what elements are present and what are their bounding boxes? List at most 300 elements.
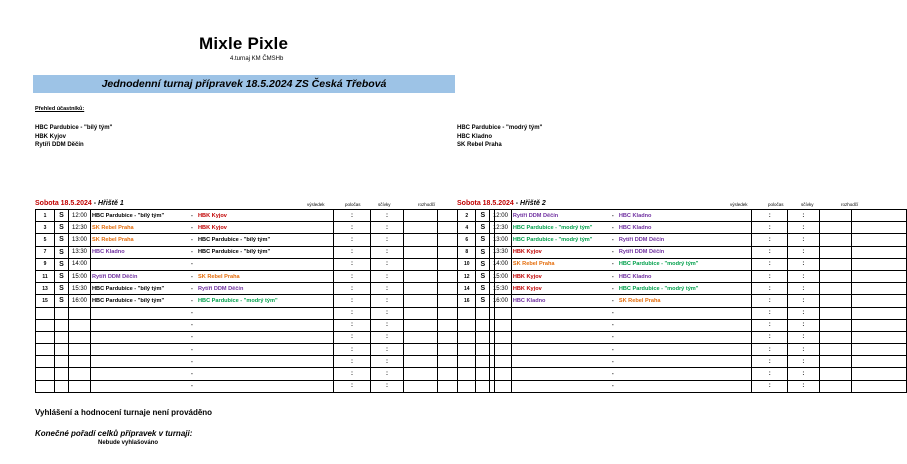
match-category: S bbox=[55, 210, 69, 222]
match-row bbox=[36, 222, 495, 234]
vs-dash: - bbox=[611, 297, 614, 304]
result-cell[interactable]: : bbox=[752, 368, 788, 380]
match-time bbox=[69, 344, 91, 356]
match-number: 10 bbox=[458, 258, 476, 270]
result-cell[interactable]: : bbox=[752, 234, 788, 246]
match-category: S bbox=[55, 295, 69, 307]
result-cell[interactable]: : bbox=[334, 210, 371, 222]
vs-dash: - bbox=[191, 297, 193, 304]
result-cell[interactable]: : bbox=[334, 283, 371, 295]
match-time bbox=[69, 380, 91, 392]
result-cell[interactable]: : bbox=[334, 380, 371, 392]
match-time: 12:30 bbox=[490, 222, 512, 234]
result-cell[interactable]: : bbox=[752, 356, 788, 368]
home-team: HBC Pardubice - "bílý tým" bbox=[92, 285, 165, 292]
match-row bbox=[458, 246, 907, 258]
column-result-header: výsledek bbox=[730, 202, 748, 207]
match-number bbox=[458, 356, 476, 368]
participants-list-right bbox=[457, 124, 542, 150]
match-teams bbox=[91, 210, 334, 222]
match-time bbox=[69, 307, 91, 319]
result-cell[interactable]: : bbox=[752, 331, 788, 343]
vs-dash: - bbox=[611, 310, 614, 317]
match-row bbox=[458, 258, 907, 270]
referee-cell[interactable] bbox=[852, 356, 907, 368]
referee-cell[interactable] bbox=[852, 319, 907, 331]
match-category bbox=[476, 319, 490, 331]
shootout-cell[interactable] bbox=[404, 258, 438, 270]
shootout-cell[interactable] bbox=[404, 234, 438, 246]
match-time bbox=[490, 307, 512, 319]
column-referees-header: rozhodčí bbox=[841, 202, 859, 207]
match-number: 11 bbox=[36, 270, 55, 282]
shootout-cell[interactable] bbox=[404, 319, 438, 331]
match-time bbox=[490, 344, 512, 356]
halftime-cell[interactable]: : bbox=[788, 307, 820, 319]
match-category bbox=[55, 331, 69, 343]
vs-dash: - bbox=[611, 322, 614, 329]
result-cell[interactable]: : bbox=[752, 258, 788, 270]
vs-dash: - bbox=[611, 346, 614, 353]
result-cell[interactable]: : bbox=[334, 222, 371, 234]
match-category: S bbox=[476, 258, 490, 270]
match-row bbox=[458, 295, 907, 307]
referee-cell[interactable] bbox=[852, 344, 907, 356]
halftime-cell[interactable]: : bbox=[788, 368, 820, 380]
match-time: 15:30 bbox=[490, 283, 512, 295]
match-teams bbox=[511, 246, 752, 258]
halftime-cell[interactable]: : bbox=[371, 319, 404, 331]
referee-cell[interactable] bbox=[852, 258, 907, 270]
match-number: 1 bbox=[36, 210, 55, 222]
halftime-cell[interactable]: : bbox=[788, 210, 820, 222]
referee-cell[interactable] bbox=[852, 270, 907, 282]
match-category bbox=[55, 344, 69, 356]
halftime-cell[interactable]: : bbox=[371, 210, 404, 222]
participant-team: HBC Pardubice - "bílý tým" bbox=[35, 125, 113, 131]
empty-row bbox=[458, 307, 907, 319]
column-halftime-header: poločas bbox=[768, 202, 784, 207]
match-number: 13 bbox=[36, 283, 55, 295]
match-row bbox=[458, 234, 907, 246]
match-teams bbox=[511, 356, 752, 368]
match-row bbox=[36, 283, 495, 295]
match-teams bbox=[511, 222, 752, 234]
match-teams bbox=[91, 380, 334, 392]
shootout-cell[interactable] bbox=[819, 222, 852, 234]
match-category bbox=[476, 368, 490, 380]
referee-cell[interactable] bbox=[852, 222, 907, 234]
result-cell[interactable]: : bbox=[334, 246, 371, 258]
match-teams bbox=[511, 380, 752, 392]
empty-row bbox=[458, 380, 907, 392]
column-shootout-header: sčívky bbox=[801, 202, 814, 207]
vs-dash: - bbox=[191, 322, 193, 329]
vs-dash: - bbox=[611, 224, 614, 231]
halftime-cell[interactable]: : bbox=[371, 258, 404, 270]
home-team: Rytíři DDM Děčín bbox=[512, 212, 559, 219]
referee-cell[interactable] bbox=[852, 368, 907, 380]
participant-team: SK Rebel Praha bbox=[457, 142, 502, 148]
vs-dash: - bbox=[611, 249, 614, 256]
match-number: 12 bbox=[458, 270, 476, 282]
halftime-cell[interactable]: : bbox=[788, 222, 820, 234]
result-cell[interactable]: : bbox=[334, 331, 371, 343]
match-teams bbox=[511, 344, 752, 356]
vs-dash: - bbox=[611, 273, 614, 280]
participant-team: HBC Kladno bbox=[457, 133, 492, 140]
result-cell[interactable]: : bbox=[334, 307, 371, 319]
result-cell[interactable]: : bbox=[334, 270, 371, 282]
halftime-cell[interactable]: : bbox=[371, 344, 404, 356]
vs-dash: - bbox=[191, 371, 193, 378]
match-number: 3 bbox=[36, 222, 55, 234]
match-category bbox=[55, 356, 69, 368]
court-date: Sobota 18.5.2024 bbox=[457, 200, 514, 207]
away-team: HBC Pardubice - "bílý tým" bbox=[198, 236, 271, 243]
match-teams bbox=[511, 319, 752, 331]
empty-row bbox=[458, 331, 907, 343]
halftime-cell[interactable]: : bbox=[788, 270, 820, 282]
result-cell[interactable]: : bbox=[752, 210, 788, 222]
match-number: 4 bbox=[458, 222, 476, 234]
shootout-cell[interactable] bbox=[819, 307, 852, 319]
halftime-cell[interactable]: : bbox=[788, 331, 820, 343]
participants-list-left bbox=[35, 124, 112, 150]
halftime-cell[interactable]: : bbox=[371, 270, 404, 282]
match-number bbox=[36, 380, 55, 392]
empty-row bbox=[458, 319, 907, 331]
empty-row bbox=[36, 344, 495, 356]
halftime-cell[interactable]: : bbox=[788, 246, 820, 258]
home-team: HBK Kyjov bbox=[512, 285, 542, 292]
empty-row bbox=[36, 368, 495, 380]
match-time: 13:30 bbox=[69, 246, 91, 258]
match-row bbox=[36, 246, 495, 258]
match-time bbox=[69, 319, 91, 331]
shootout-cell[interactable] bbox=[819, 331, 852, 343]
match-number bbox=[458, 307, 476, 319]
shootout-cell[interactable] bbox=[404, 246, 438, 258]
away-team: HBC Pardubice - "modrý tým" bbox=[198, 297, 278, 304]
halftime-cell[interactable]: : bbox=[371, 331, 404, 343]
halftime-cell[interactable]: : bbox=[371, 283, 404, 295]
empty-row bbox=[458, 368, 907, 380]
halftime-cell[interactable]: : bbox=[788, 234, 820, 246]
vs-dash: - bbox=[191, 224, 193, 231]
participant-team: HBK Kyjov bbox=[35, 133, 67, 140]
match-category bbox=[476, 380, 490, 392]
match-time: 16:00 bbox=[69, 295, 91, 307]
referee-cell[interactable] bbox=[852, 331, 907, 343]
halftime-cell[interactable]: : bbox=[788, 356, 820, 368]
result-cell[interactable]: : bbox=[752, 380, 788, 392]
match-time bbox=[490, 380, 512, 392]
referee-cell[interactable] bbox=[852, 295, 907, 307]
match-row bbox=[36, 295, 495, 307]
result-cell[interactable]: : bbox=[334, 295, 371, 307]
result-cell[interactable]: : bbox=[752, 307, 788, 319]
match-time: 12:00 bbox=[69, 210, 91, 222]
home-team: HBC Pardubice - "modrý tým" bbox=[512, 236, 593, 243]
halftime-cell[interactable]: : bbox=[371, 246, 404, 258]
shootout-cell[interactable] bbox=[404, 356, 438, 368]
match-time: 13:00 bbox=[69, 234, 91, 246]
match-time: 13:00 bbox=[490, 234, 512, 246]
result-cell[interactable]: : bbox=[752, 319, 788, 331]
referee-cell[interactable] bbox=[852, 234, 907, 246]
empty-row bbox=[458, 356, 907, 368]
shootout-cell[interactable] bbox=[404, 368, 438, 380]
match-time bbox=[490, 319, 512, 331]
halftime-cell[interactable]: : bbox=[371, 380, 404, 392]
away-team: SK Rebel Praha bbox=[618, 297, 661, 304]
match-time: 15:30 bbox=[69, 283, 91, 295]
column-result-header: výsledek bbox=[307, 202, 325, 207]
home-team: HBC Kladno bbox=[512, 297, 546, 304]
shootout-cell[interactable] bbox=[819, 283, 852, 295]
result-cell[interactable]: : bbox=[752, 283, 788, 295]
home-team: SK Rebel Praha bbox=[92, 224, 134, 231]
result-cell[interactable]: : bbox=[334, 234, 371, 246]
away-team: HBC Pardubice - "modrý tým" bbox=[618, 285, 699, 292]
vs-dash: - bbox=[191, 358, 193, 365]
match-number: 8 bbox=[458, 246, 476, 258]
referee-cell[interactable] bbox=[852, 380, 907, 392]
vs-dash: - bbox=[191, 261, 193, 268]
shootout-cell[interactable] bbox=[819, 295, 852, 307]
match-row bbox=[458, 283, 907, 295]
match-time: 15:00 bbox=[490, 270, 512, 282]
result-cell[interactable]: : bbox=[334, 344, 371, 356]
match-category bbox=[476, 307, 490, 319]
shootout-cell[interactable] bbox=[404, 380, 438, 392]
vs-dash: - bbox=[611, 383, 614, 390]
empty-row bbox=[458, 344, 907, 356]
vs-dash: - bbox=[191, 212, 193, 219]
halftime-cell[interactable]: : bbox=[788, 319, 820, 331]
away-team: Rytíři DDM Děčín bbox=[618, 249, 665, 256]
match-teams bbox=[91, 344, 334, 356]
column-halftime-header: poločas bbox=[345, 202, 361, 207]
result-cell[interactable]: : bbox=[752, 295, 788, 307]
away-team: Rytíři DDM Děčín bbox=[198, 285, 244, 292]
vs-dash: - bbox=[611, 358, 614, 365]
match-time bbox=[490, 368, 512, 380]
participants-overview-label: Přehled účastníků: bbox=[35, 106, 85, 112]
vs-dash: - bbox=[191, 285, 193, 292]
match-category: S bbox=[55, 234, 69, 246]
halftime-cell[interactable]: : bbox=[371, 222, 404, 234]
empty-row bbox=[36, 307, 495, 319]
halftime-cell[interactable]: : bbox=[371, 356, 404, 368]
match-time: 14:00 bbox=[69, 258, 91, 270]
match-number: 14 bbox=[458, 283, 476, 295]
match-number bbox=[36, 356, 55, 368]
match-number: 7 bbox=[36, 246, 55, 258]
match-row bbox=[458, 222, 907, 234]
shootout-cell[interactable] bbox=[819, 380, 852, 392]
halftime-cell[interactable]: : bbox=[788, 283, 820, 295]
match-number bbox=[458, 319, 476, 331]
participant-team: Rytíři DDM Děčín bbox=[35, 142, 84, 148]
match-time bbox=[490, 356, 512, 368]
match-teams bbox=[511, 234, 752, 246]
match-number bbox=[36, 331, 55, 343]
match-number: 15 bbox=[36, 295, 55, 307]
match-time: 15:00 bbox=[69, 270, 91, 282]
result-cell[interactable]: : bbox=[752, 344, 788, 356]
shootout-cell[interactable] bbox=[819, 246, 852, 258]
match-teams bbox=[91, 319, 334, 331]
result-cell[interactable]: : bbox=[334, 258, 371, 270]
away-team: HBC Kladno bbox=[618, 224, 652, 231]
shootout-cell[interactable] bbox=[819, 270, 852, 282]
vs-dash: - bbox=[191, 273, 193, 280]
shootout-cell[interactable] bbox=[819, 344, 852, 356]
home-team: HBC Pardubice - "bílý tým" bbox=[92, 212, 165, 219]
referee-cell[interactable] bbox=[852, 283, 907, 295]
shootout-cell[interactable] bbox=[819, 356, 852, 368]
empty-row bbox=[36, 331, 495, 343]
halftime-cell[interactable]: : bbox=[788, 380, 820, 392]
match-category bbox=[476, 356, 490, 368]
match-teams bbox=[511, 368, 752, 380]
schedule-table-court-2 bbox=[457, 209, 907, 393]
match-teams bbox=[511, 295, 752, 307]
halftime-cell[interactable]: : bbox=[788, 295, 820, 307]
match-teams bbox=[91, 307, 334, 319]
vs-dash: - bbox=[191, 249, 193, 256]
match-category: S bbox=[476, 234, 490, 246]
shootout-cell[interactable] bbox=[819, 210, 852, 222]
shootout-cell[interactable] bbox=[819, 319, 852, 331]
match-category: S bbox=[476, 246, 490, 258]
match-time: 16:00 bbox=[490, 295, 512, 307]
match-teams bbox=[91, 258, 334, 270]
match-teams bbox=[91, 295, 334, 307]
match-time bbox=[69, 356, 91, 368]
match-teams bbox=[91, 234, 334, 246]
participant-team: HBC Pardubice - "modrý tým" bbox=[457, 125, 543, 131]
home-team: SK Rebel Praha bbox=[512, 261, 555, 268]
home-team: HBK Kyjov bbox=[512, 249, 542, 256]
match-category bbox=[476, 331, 490, 343]
match-teams bbox=[511, 307, 752, 319]
final-standings-label: Konečné pořadí celků přípravek v turnaji: bbox=[35, 429, 193, 438]
match-teams bbox=[91, 283, 334, 295]
match-number bbox=[458, 344, 476, 356]
document-subtitle: 4.turnaj KM ČMSHb bbox=[230, 56, 284, 62]
match-number: 6 bbox=[458, 234, 476, 246]
shootout-cell[interactable] bbox=[404, 344, 438, 356]
match-category bbox=[55, 380, 69, 392]
shootout-cell[interactable] bbox=[819, 368, 852, 380]
match-number bbox=[36, 319, 55, 331]
match-time: 14:00 bbox=[490, 258, 512, 270]
match-teams bbox=[511, 210, 752, 222]
vs-dash: - bbox=[191, 236, 193, 243]
halftime-cell[interactable]: : bbox=[371, 295, 404, 307]
shootout-cell[interactable] bbox=[404, 222, 438, 234]
vs-dash: - bbox=[611, 261, 614, 268]
result-cell[interactable]: : bbox=[752, 222, 788, 234]
halftime-cell[interactable]: : bbox=[371, 368, 404, 380]
match-row bbox=[458, 270, 907, 282]
match-teams bbox=[511, 331, 752, 343]
shootout-cell[interactable] bbox=[404, 210, 438, 222]
match-number: 2 bbox=[458, 210, 476, 222]
match-category bbox=[476, 344, 490, 356]
match-category: S bbox=[476, 270, 490, 282]
home-team: HBC Pardubice - "bílý tým" bbox=[92, 297, 165, 304]
schedule-table-court-1 bbox=[35, 209, 495, 393]
referee-cell[interactable] bbox=[852, 307, 907, 319]
result-cell[interactable]: : bbox=[334, 368, 371, 380]
match-category: S bbox=[476, 210, 490, 222]
vs-dash: - bbox=[611, 371, 614, 378]
shootout-cell[interactable] bbox=[819, 258, 852, 270]
shootout-cell[interactable] bbox=[404, 331, 438, 343]
match-teams bbox=[511, 283, 752, 295]
court-name: Hřiště 2 bbox=[520, 200, 546, 207]
column-referees-header: rozhodčí bbox=[418, 202, 436, 207]
away-team: SK Rebel Praha bbox=[198, 273, 240, 280]
empty-row bbox=[36, 380, 495, 392]
match-category bbox=[55, 319, 69, 331]
away-team: HBC Pardubice - "bílý tým" bbox=[198, 249, 271, 256]
match-teams bbox=[511, 258, 752, 270]
halftime-cell[interactable]: : bbox=[371, 307, 404, 319]
away-team: HBK Kyjov bbox=[198, 224, 227, 231]
match-number bbox=[458, 368, 476, 380]
halftime-cell[interactable]: : bbox=[371, 234, 404, 246]
match-time bbox=[69, 331, 91, 343]
match-number bbox=[36, 307, 55, 319]
result-cell[interactable]: : bbox=[752, 270, 788, 282]
shootout-cell[interactable] bbox=[404, 307, 438, 319]
shootout-cell[interactable] bbox=[819, 234, 852, 246]
referee-cell[interactable] bbox=[852, 246, 907, 258]
match-time: 12:30 bbox=[69, 222, 91, 234]
match-number: 16 bbox=[458, 295, 476, 307]
evaluation-note: Vyhlášení a hodnocení turnaje není prováděno bbox=[35, 408, 213, 417]
result-cell[interactable]: : bbox=[334, 319, 371, 331]
column-shootout-header: sčívky bbox=[378, 202, 391, 207]
empty-row bbox=[36, 356, 495, 368]
match-number bbox=[36, 368, 55, 380]
vs-dash: - bbox=[191, 383, 193, 390]
match-number: 9 bbox=[36, 258, 55, 270]
result-cell[interactable]: : bbox=[334, 356, 371, 368]
match-time bbox=[490, 331, 512, 343]
vs-dash: - bbox=[611, 285, 614, 292]
court-1-title: Sobota 18.5.2024 - Hřiště 1 bbox=[35, 200, 124, 207]
home-team: SK Rebel Praha bbox=[92, 236, 134, 243]
match-teams bbox=[511, 270, 752, 282]
result-cell[interactable]: : bbox=[752, 246, 788, 258]
shootout-cell[interactable] bbox=[404, 295, 438, 307]
court-date: Sobota 18.5.2024 bbox=[35, 200, 92, 207]
vs-dash: - bbox=[611, 236, 614, 243]
referee-cell[interactable] bbox=[852, 210, 907, 222]
away-team: Rytíři DDM Děčín bbox=[618, 236, 665, 243]
halftime-cell[interactable]: : bbox=[788, 344, 820, 356]
match-number bbox=[458, 380, 476, 392]
shootout-cell[interactable] bbox=[404, 283, 438, 295]
shootout-cell[interactable] bbox=[404, 270, 438, 282]
halftime-cell[interactable]: : bbox=[788, 258, 820, 270]
